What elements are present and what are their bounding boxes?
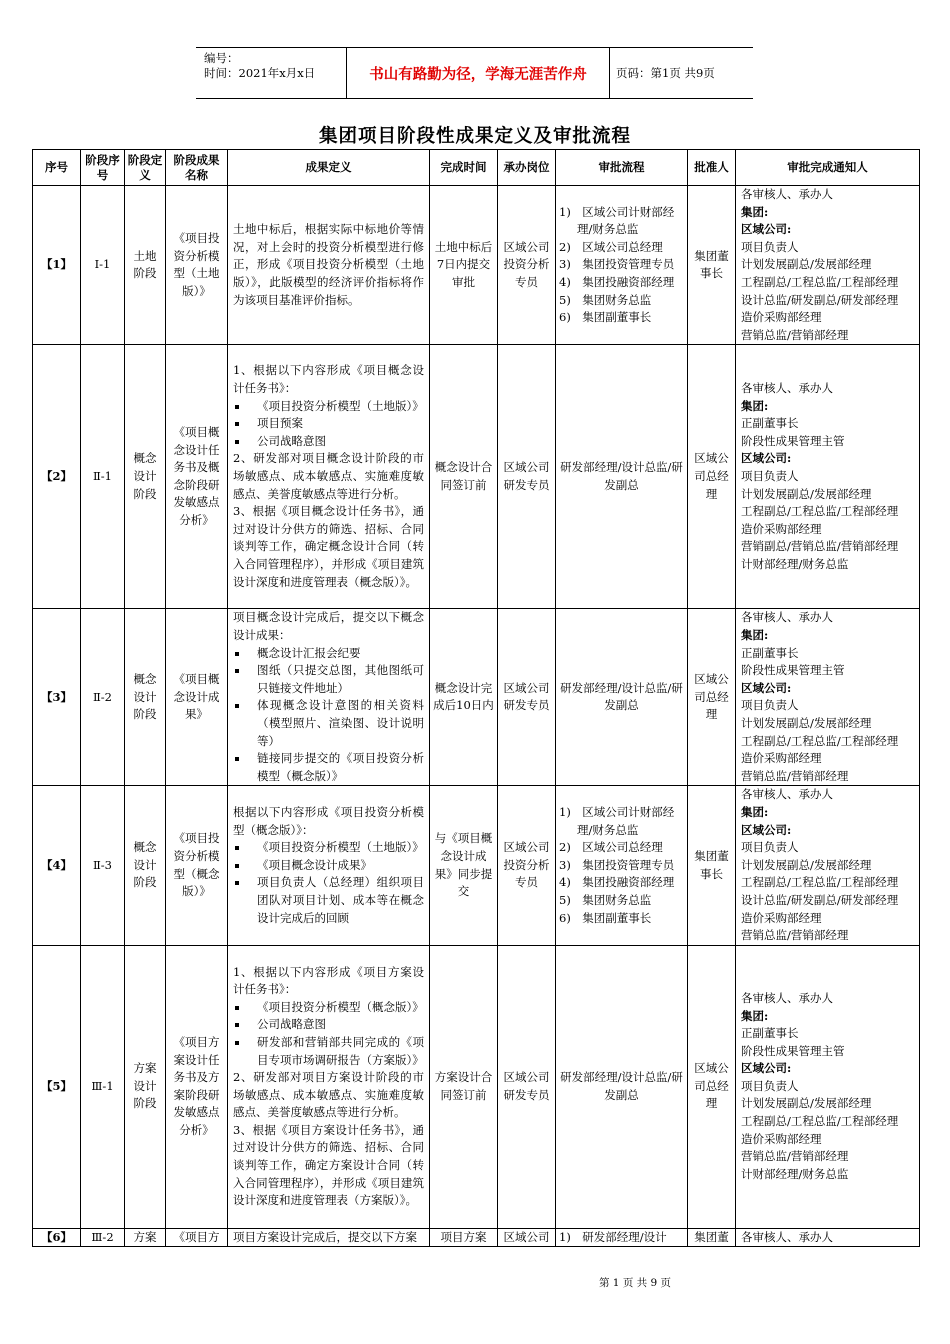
flow-step: 2) 区域公司总经理 (559, 840, 663, 855)
definition-line: 3、根据《项目概念设计任务书》，通过对设计分供方的筛选、招标、合同谈判等工作，确定概念设计合同（转入合同管理程序），并形成《项目建筑设计深度和进度管理表（概念版）》。 (233, 504, 424, 589)
cell-definition (228, 186, 430, 345)
cell-approver: 区域公司总经理 (688, 945, 736, 1228)
notify-line: 造价采购部经理 (741, 521, 822, 536)
notify-line: 项目负责人 (741, 840, 799, 855)
definition-line: 土地中标后，根据实际中标地价等情况，对上会时的投资分析模型进行修正，形成《项目投资分析模型（土地版）》，此版模型的经济评价指标将作为该项目基准评价指标。 (233, 222, 424, 307)
notify-line: 计财部经理/财务总监 (741, 1166, 849, 1181)
flow-step: 1) 区域公司计财部经理/财务总监 (559, 804, 675, 837)
definition-bullet: 《项目投资分析模型（土地版）》 (233, 398, 424, 416)
table-row (33, 945, 920, 1228)
notify-line: 造价采购部经理 (741, 1131, 822, 1146)
definition-line: 2、研发部对项目概念设计阶段的市场敏感点、成本敏感点、实施难度敏感点、美誉度敏感点等进行分析。 (233, 451, 424, 501)
definition-bullet: 项目负责人（总经理）组织项目团队对项目计划、成本等在概念设计完成后的回顾 (233, 874, 424, 927)
cell-stage-def: 概念设计阶段 (125, 345, 166, 609)
cell-post: 区域公司投资分析专员 (498, 786, 556, 945)
notify-line: 区域公司: (741, 222, 792, 237)
definition-line: 2、研发部对项目方案设计阶段的市场敏感点、成本敏感点、实施难度敏感点、美誉度敏感点等进行分析。 (233, 1070, 424, 1120)
definition-bullet: 链接同步提交的《项目投资分析模型（概念版）》 (233, 750, 424, 785)
notify-line: 工程副总/工程总监/工程部经理 (741, 1114, 899, 1129)
notify-line: 各审核人、承办人 (741, 610, 833, 625)
flow-step: 3) 集团投资管理专员 (559, 257, 675, 272)
cell-stage-seq: Ⅲ-1 (81, 945, 125, 1228)
notify-line: 区域公司: (741, 1061, 792, 1076)
cell-post: 区域公司研发专员 (498, 945, 556, 1228)
cell-seq: 【1】 (33, 186, 81, 345)
flow-step: 3) 集团投资管理专员 (559, 857, 675, 872)
cell-flow (556, 609, 688, 786)
flow-step: 1) 区域公司计财部经理/财务总监 (559, 204, 675, 237)
document-header (196, 47, 753, 99)
cell-seq: 【5】 (33, 945, 81, 1228)
notify-line: 设计总监/研发副总/研发部经理 (741, 292, 899, 307)
cell-time: 项目方案 (430, 1228, 498, 1247)
definition-line: 1、根据以下内容形成《项目概念设计任务书》： (233, 363, 424, 396)
cell-time: 土地中标后7日内提交审批 (430, 186, 498, 345)
col-header-stage-def: 阶段定义 (125, 150, 166, 186)
col-header-seq: 序号 (33, 150, 81, 186)
definition-bullet: 《项目投资分析模型（概念版）》 (233, 999, 424, 1017)
cell-stage-def: 概念设计阶段 (125, 786, 166, 945)
cell-definition (228, 786, 430, 945)
col-header-approver: 批准人 (688, 150, 736, 186)
cell-approver: 区域公司总经理 (688, 345, 736, 609)
notify-line: 计划发展副总/发展部经理 (741, 1096, 872, 1111)
col-header-post: 承办岗位 (498, 150, 556, 186)
notify-line: 区域公司: (741, 822, 792, 837)
cell-definition (228, 945, 430, 1228)
flow-step: 研发部经理/设计总监/研发副总 (560, 680, 683, 713)
cell-notify (736, 1228, 920, 1247)
cell-seq: 【4】 (33, 786, 81, 945)
cell-time: 方案设计合同签订前 (430, 945, 498, 1228)
definition-bullet: 公司战略意图 (233, 1016, 424, 1034)
number-label: 编号： (204, 51, 239, 65)
cell-stage-def: 土地阶段 (125, 186, 166, 345)
cell-post: 区域公司投资分析专员 (498, 186, 556, 345)
flow-step: 2) 区域公司总经理 (559, 239, 663, 254)
cell-seq: 【3】 (33, 609, 81, 786)
cell-result-name: 《项目方案设计任务书及方案阶段研发敏感点分析》 (166, 945, 228, 1228)
notify-line: 造价采购部经理 (741, 910, 822, 925)
col-header-flow: 审批流程 (556, 150, 688, 186)
notify-line: 计划发展副总/发展部经理 (741, 715, 872, 730)
definition-line: 项目概念设计完成后，提交以下概念设计成果： (233, 610, 424, 642)
cell-approver: 集团董事长 (688, 786, 736, 945)
cell-time: 与《项目概念设计成果》同步提交 (430, 786, 498, 945)
flow-step: 4) 集团投融资部经理 (559, 274, 675, 289)
notify-line: 工程副总/工程总监/工程部经理 (741, 274, 899, 289)
flow-step: 研发部经理/设计总监/研发副总 (560, 1070, 683, 1102)
flow-step: 6) 集团副董事长 (559, 310, 652, 325)
cell-notify (736, 186, 920, 345)
page-footer: 第 1 页 共 9 页 (598, 1277, 672, 1289)
table-row (33, 1228, 920, 1247)
cell-result-name: 《项目概念设计成果》 (166, 609, 228, 786)
notify-line: 工程副总/工程总监/工程部经理 (741, 875, 899, 890)
notify-line: 阶段性成果管理主管 (741, 433, 845, 448)
notify-line: 工程副总/工程总监/工程部经理 (741, 504, 899, 519)
cell-approver: 集团董 (688, 1228, 736, 1247)
cell-definition (228, 345, 430, 609)
notify-line: 造价采购部经理 (741, 310, 822, 325)
notify-line: 计划发展副总/发展部经理 (741, 486, 872, 501)
notify-line: 营销总监/营销部经理 (741, 928, 849, 943)
definition-line: 根据以下内容形成《项目投资分析模型（概念版）》： (233, 804, 424, 837)
notify-line: 集团: (741, 204, 769, 219)
definition-line: 1、根据以下内容形成《项目方案设计任务书》： (233, 964, 424, 997)
notify-line: 阶段性成果管理主管 (741, 1043, 845, 1058)
header-meta (196, 48, 346, 98)
cell-stage-seq: Ⅱ-1 (81, 345, 125, 609)
definition-bullet: 《项目概念设计成果》 (233, 857, 424, 875)
cell-result-name: 《项目投资分析模型（概念版）》 (166, 786, 228, 945)
notify-line: 各审核人、承办人 (741, 381, 833, 396)
notify-line: 设计总监/研发副总/研发部经理 (741, 892, 899, 907)
definition-bullet: 《项目投资分析模型（土地版）》 (233, 839, 424, 857)
notify-line: 集团: (741, 804, 769, 819)
cell-stage-seq: Ⅲ-2 (81, 1228, 125, 1247)
cell-stage-def: 方案 (125, 1228, 166, 1247)
cell-approver: 集团董事长 (688, 186, 736, 345)
notify-line: 营销总监/营销部经理 (741, 768, 849, 783)
col-header-result-name: 阶段成果名称 (166, 150, 228, 186)
definition-bullet: 体现概念设计意图的相关资料（模型照片、渲染图、设计说明等） (233, 697, 424, 750)
definition-line: 项目方案设计完成后，提交以下方案 (233, 1229, 417, 1244)
header-motto: 书山有路勤为径，学海无涯苦作舟 (346, 48, 610, 98)
table-row (33, 609, 920, 786)
notify-line: 营销总监/营销部经理 (741, 1149, 849, 1164)
cell-flow (556, 786, 688, 945)
cell-post: 区域公司研发专员 (498, 345, 556, 609)
cell-result-name: 《项目投资分析模型（土地版）》 (166, 186, 228, 345)
notify-line: 项目负责人 (741, 1078, 799, 1093)
flow-step: 1) 研发部经理/设计 (559, 1229, 667, 1244)
flow-step: 4) 集团投融资部经理 (559, 875, 675, 890)
col-header-stage-seq: 阶段序号 (81, 150, 125, 186)
notify-line: 正副董事长 (741, 416, 799, 431)
notify-line: 各审核人、承办人 (741, 787, 833, 802)
flow-step: 5) 集团财务总监 (559, 292, 652, 307)
notify-line: 项目负责人 (741, 239, 799, 254)
table-row (33, 786, 920, 945)
notify-line: 集团: (741, 398, 769, 413)
cell-stage-seq: Ⅰ-1 (81, 186, 125, 345)
notify-line: 营销副总/营销总监/营销部经理 (741, 539, 899, 554)
cell-post: 区域公司 (498, 1228, 556, 1247)
cell-notify (736, 786, 920, 945)
cell-stage-def: 方案设计阶段 (125, 945, 166, 1228)
definition-bullet: 概念设计汇报会纪要 (233, 645, 424, 663)
flow-step: 研发部经理/设计总监/研发副总 (560, 460, 683, 492)
cell-approver: 区域公司总经理 (688, 609, 736, 786)
page-title: 集团项目阶段性成果定义及审批流程 (318, 126, 631, 147)
col-header-time: 完成时间 (430, 150, 498, 186)
notify-line: 计划发展副总/发展部经理 (741, 257, 872, 272)
notify-line: 区域公司: (741, 680, 792, 695)
table-header-row (33, 150, 920, 186)
definition-bullet: 公司战略意图 (233, 433, 424, 451)
notify-line: 各审核人、承办人 (741, 1229, 833, 1244)
notify-line: 各审核人、承办人 (741, 187, 833, 201)
cell-definition (228, 609, 430, 786)
notify-line: 正副董事长 (741, 645, 799, 660)
cell-notify (736, 609, 920, 786)
definition-bullet: 图纸（只提交总图，其他图纸可只链接文件地址） (233, 662, 424, 697)
notify-line: 工程副总/工程总监/工程部经理 (741, 733, 899, 748)
col-header-notify: 审批完成通知人 (736, 150, 920, 186)
cell-result-name: 《项目概念设计任务书及概念阶段研发敏感点分析》 (166, 345, 228, 609)
flow-step: 5) 集团财务总监 (559, 892, 652, 907)
cell-notify (736, 945, 920, 1228)
cell-flow (556, 1228, 688, 1247)
cell-flow (556, 945, 688, 1228)
notify-line: 各审核人、承办人 (741, 990, 833, 1005)
notify-line: 项目负责人 (741, 698, 799, 713)
notify-line: 区域公司: (741, 451, 792, 466)
notify-line: 集团: (741, 1008, 769, 1023)
notify-line: 计划发展副总/发展部经理 (741, 857, 872, 872)
header-page-label: 页码：第1页 共9页 (616, 66, 715, 80)
table-row (33, 186, 920, 345)
approval-table (32, 149, 920, 1247)
cell-definition (228, 1228, 430, 1247)
cell-seq: 【6】 (33, 1228, 81, 1247)
notify-line: 集团: (741, 627, 769, 642)
table-row (33, 345, 920, 609)
cell-result-name: 《项目方 (166, 1228, 228, 1247)
notify-line: 营销总监/营销部经理 (741, 327, 849, 342)
cell-time: 概念设计完成后10日内 (430, 609, 498, 786)
cell-stage-def: 概念设计阶段 (125, 609, 166, 786)
definition-line: 3、根据《项目方案设计任务书》，通过对设计分供方的筛选、招标、合同谈判等工作，确定方案设计合同（转入合同管理程序），并形成《项目建筑设计深度和进度管理表（方案版）》。 (233, 1122, 424, 1208)
cell-notify (736, 345, 920, 609)
col-header-definition: 成果定义 (228, 150, 430, 186)
cell-flow (556, 345, 688, 609)
notify-line: 造价采购部经理 (741, 751, 822, 766)
definition-bullet: 研发部和营销部共同完成的《项目专项市场调研报告（方案版）》 (233, 1034, 424, 1069)
cell-time: 概念设计合同签订前 (430, 345, 498, 609)
notify-line: 计财部经理/财务总监 (741, 557, 849, 572)
date-label: 时间：2021年x月x日 (204, 66, 316, 80)
notify-line: 项目负责人 (741, 469, 799, 484)
flow-step: 6) 集团副董事长 (559, 910, 652, 925)
notify-line: 正副董事长 (741, 1026, 799, 1041)
cell-stage-seq: Ⅱ-3 (81, 786, 125, 945)
cell-seq: 【2】 (33, 345, 81, 609)
cell-stage-seq: Ⅱ-2 (81, 609, 125, 786)
cell-post: 区域公司研发专员 (498, 609, 556, 786)
notify-line: 阶段性成果管理主管 (741, 663, 845, 678)
cell-flow (556, 186, 688, 345)
definition-bullet: 项目预案 (233, 415, 424, 433)
